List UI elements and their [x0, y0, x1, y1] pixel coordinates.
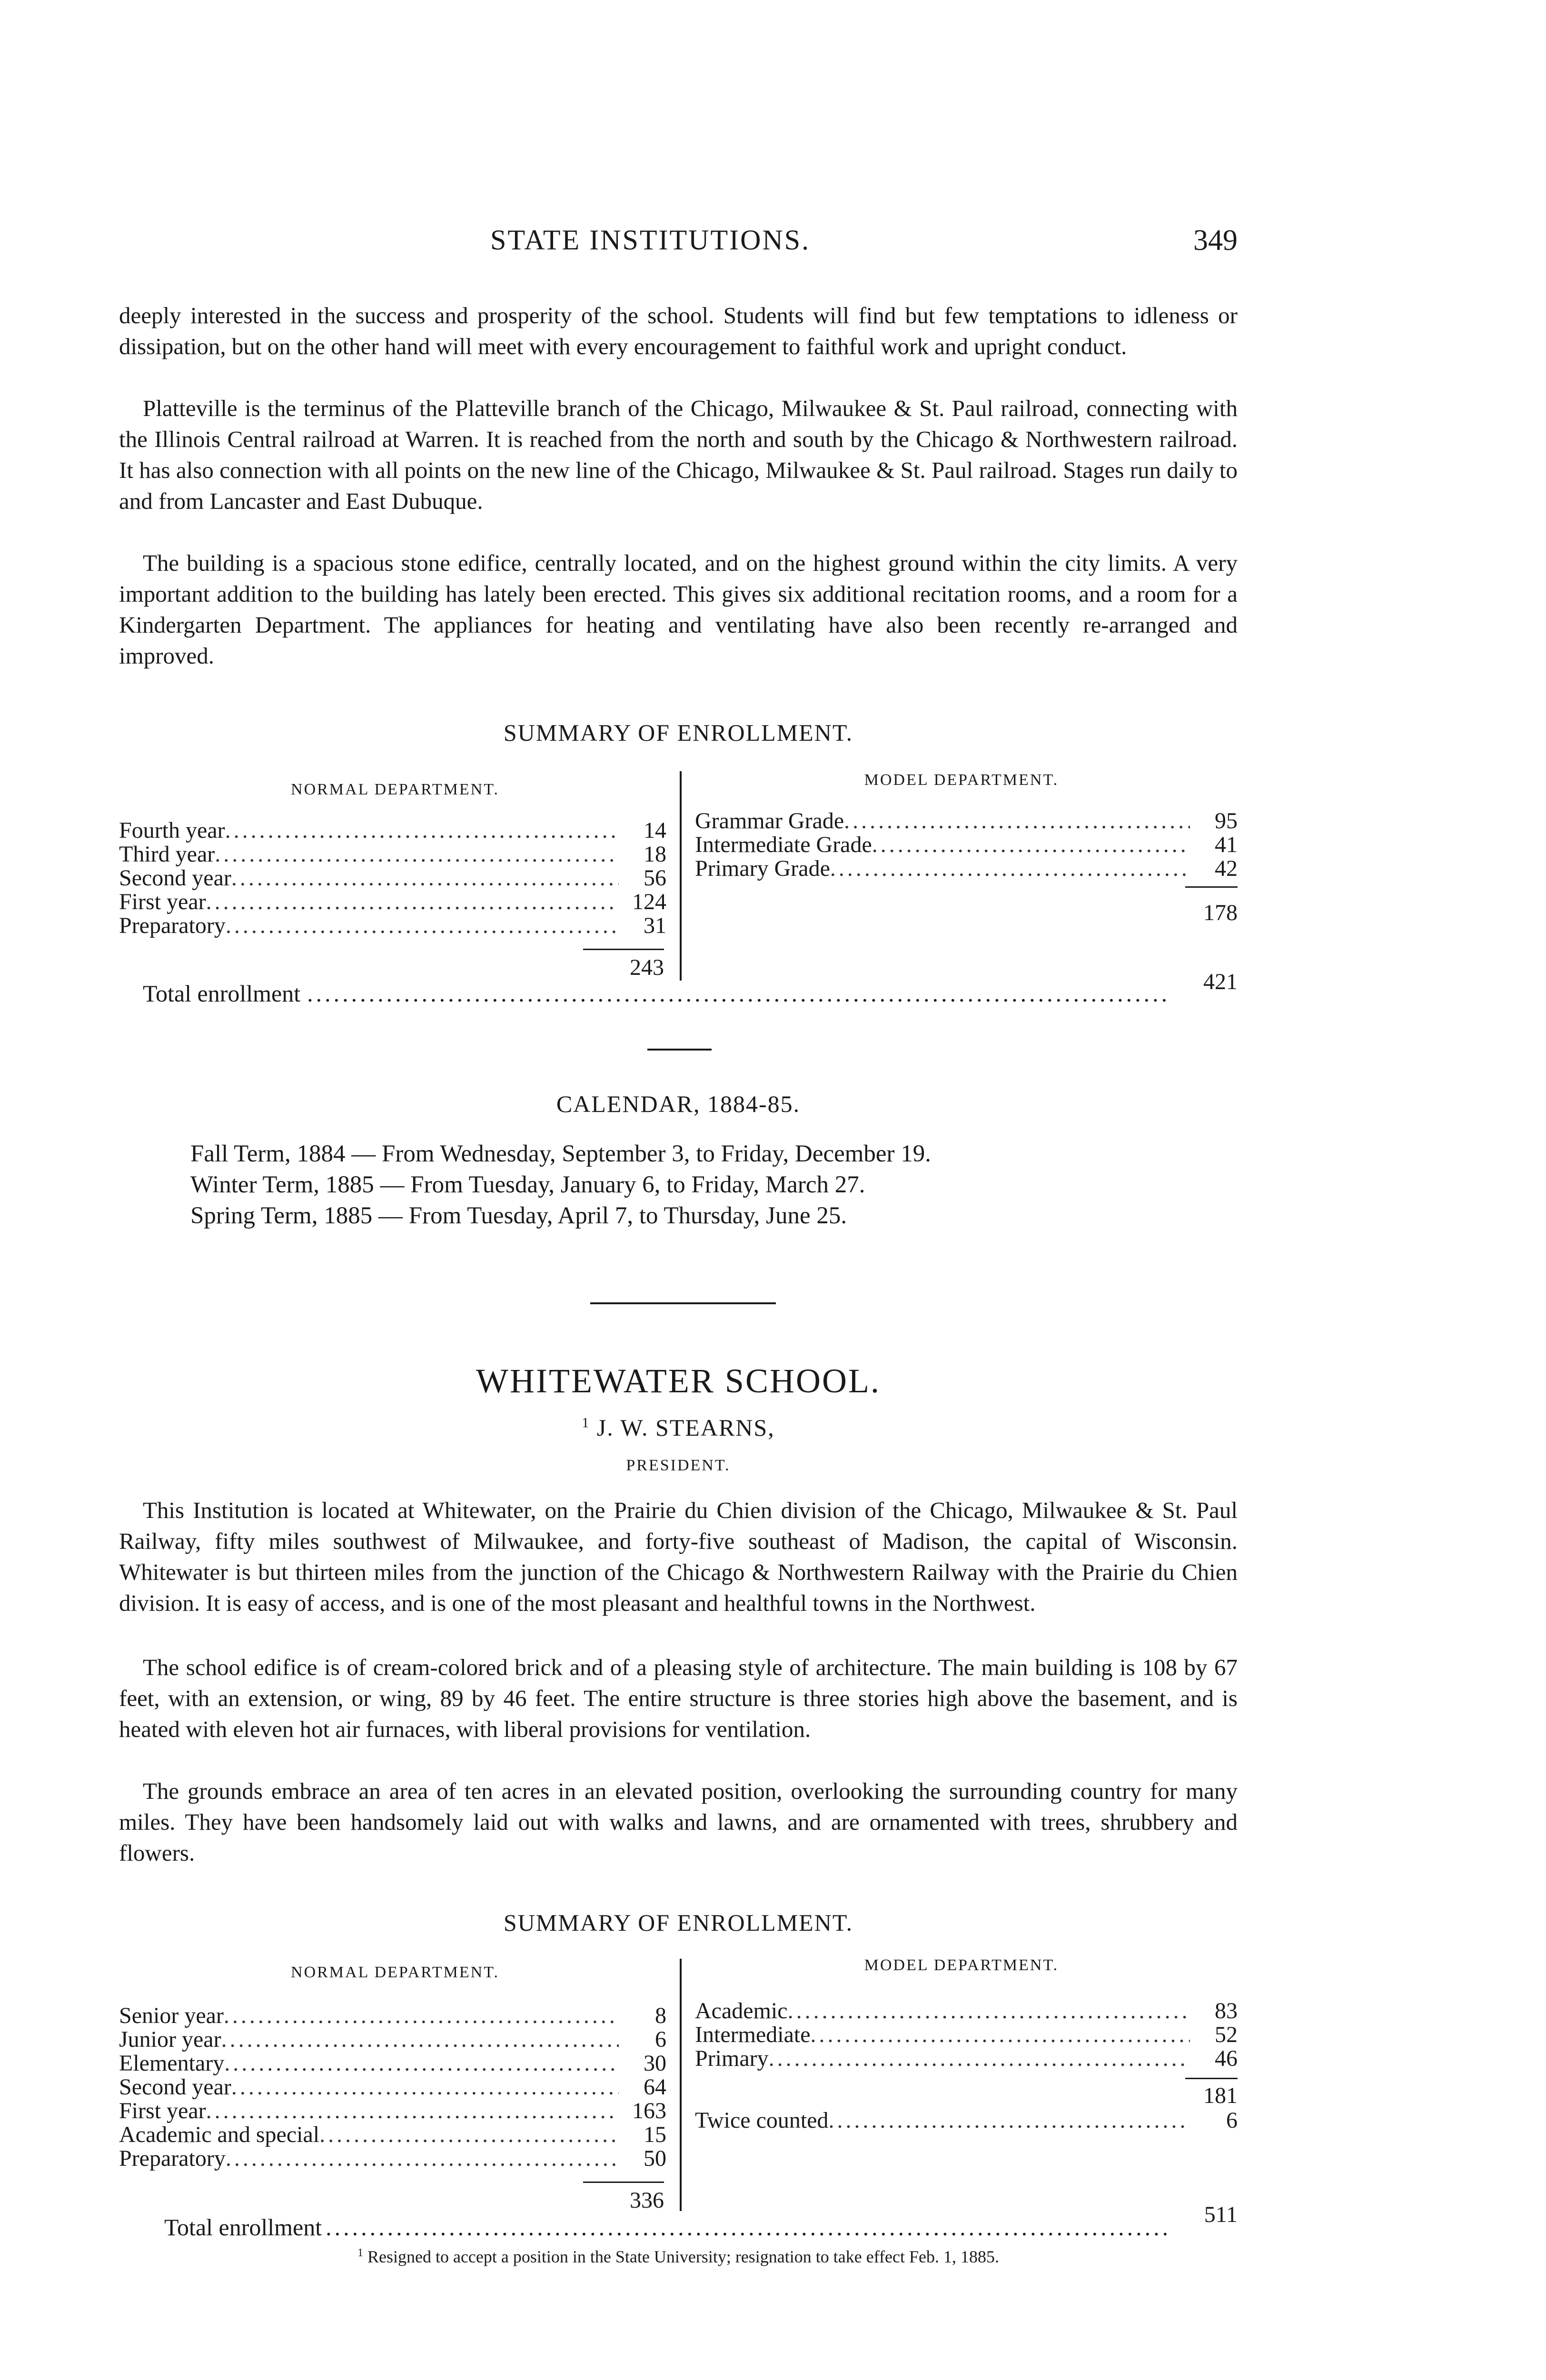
running-head: STATE INSTITUTIONS.: [490, 224, 811, 256]
normal-department-table: [119, 819, 666, 938]
table-row: Junior year ..... 6: [119, 2028, 666, 2052]
page-header: [119, 224, 1238, 267]
table-row: Twice counted ..... 6: [695, 2109, 1238, 2132]
paragraph: deeply interested in the success and prosperity of the school. Students will find but few temptations to idleness or dissipation, but on the other hand will meet with every encouragement to faithful work and upright conduct.: [119, 302, 1238, 359]
total-enrollment-value: 421: [1203, 969, 1238, 994]
sum-rule: [1185, 2078, 1238, 2079]
paragraph: Platteville is the terminus of the Platteville branch of the Chicago, Milwaukee & St. Paul railroad, connecting with the Illinois Central railroad at Warren. It is reached from the north and south by the Chicago & Northwestern railroad. It has also connection with all points on the new line of the Chicago, Milwaukee & St. Paul railroad. Stages run daily to and from Lancaster and East Dubuque.: [119, 395, 1238, 514]
summary-title: SUMMARY OF ENROLLMENT.: [503, 1909, 853, 1936]
table-row: Preparatory ..... 50: [119, 2147, 666, 2171]
page-number: 349: [1193, 224, 1238, 257]
sum-rule: [583, 2182, 664, 2183]
total-enrollment-value: 511: [1204, 2202, 1238, 2227]
table-row: Primary ..... 46: [695, 2047, 1238, 2071]
model-subtotal: 181: [1203, 2083, 1238, 2108]
normal-department-heading: NORMAL DEPARTMENT.: [291, 781, 499, 798]
total-label: Total enrollment: [164, 2214, 322, 2241]
column-divider: [680, 771, 682, 981]
sum-rule: [583, 949, 664, 950]
model-subtotal: 178: [1203, 900, 1238, 925]
table-row: First year ..... 124: [119, 890, 666, 914]
paragraph: The building is a spacious stone edifice, centrally located, and on the highest ground within the city limits. A very important addition to the building has lately been erected. This gives six additional recitation rooms, and a room for a Kindergarten Department. The appliances for heating and ventilating have also been recently re-arranged and improved.: [119, 550, 1238, 669]
president-title: PRESIDENT.: [626, 1457, 731, 1474]
table-row: Academic ..... 83: [695, 1999, 1238, 2023]
normal-subtotal: 336: [630, 2188, 664, 2213]
total-enrollment-row: [143, 980, 1166, 1007]
twice-counted-table: [695, 2109, 1238, 2132]
model-department-table: [695, 1999, 1238, 2071]
table-row: Intermediate ..... 52: [695, 2023, 1238, 2047]
paragraph: The grounds embrace an area of ten acres in an elevated position, overlooking the surrounding country for many miles. They have been handsomely laid out with walks and lawns, and are ornamented with trees, shrubbery and flowers.: [119, 1778, 1238, 1866]
model-department-heading: MODEL DEPARTMENT.: [864, 1956, 1059, 1974]
table-row: Second year ..... 64: [119, 2075, 666, 2099]
footnote: $^1$ Resigned to accept a position in the State University; resignation to take effect Feb. 1, 1885.: [357, 2247, 1000, 2266]
table-row: Fourth year ..... 14: [119, 819, 666, 843]
normal-department-table: [119, 2004, 666, 2171]
calendar-line: Fall Term, 1884 — From Wednesday, September 3, to Friday, December 19.: [190, 1140, 932, 1167]
calendar-title: CALENDAR, 1884-85.: [556, 1091, 801, 1117]
school-title: WHITEWATER SCHOOL.: [476, 1362, 881, 1400]
table-row: Intermediate Grade ..... 41: [695, 833, 1238, 857]
paragraph: This Institution is located at Whitewater, on the Prairie du Chien division of the Chicago, Milwaukee & St. Paul Railway, fifty miles southwest of Milwaukee, and forty-five southeast of Madison, the capital of Wisconsin. Whitewater is but thirteen miles from the junction of the Chicago & Northwestern Railway with the Prairie du Chien division. It is easy of access, and is one of the most pleasant and healthful towns in the Northwest.: [119, 1497, 1238, 1616]
table-row: Second year ..... 56: [119, 866, 666, 890]
total-label: Total enrollment: [143, 980, 301, 1007]
sum-rule: [1185, 886, 1238, 888]
normal-subtotal: 243: [630, 955, 664, 980]
model-department-heading: MODEL DEPARTMENT.: [864, 771, 1059, 789]
table-row: Grammar Grade ..... 95: [695, 809, 1238, 833]
paragraph: The school edifice is of cream-colored brick and of a pleasing style of architecture. The main building is 108 by 67 feet, with an extension, or wing, 89 by 46 feet. The entire structure is three stories high above the basement, and is heated with eleven hot air furnaces, with liberal provisions for ventilation.: [119, 1654, 1238, 1742]
table-row: First year ..... 163: [119, 2099, 666, 2123]
model-department-table: [695, 809, 1238, 881]
footnote-mark: 1: [357, 2247, 363, 2259]
summary-title: SUMMARY OF ENROLLMENT.: [503, 719, 853, 746]
calendar-line: Winter Term, 1885 — From Tuesday, January 6, to Friday, March 27.: [190, 1171, 865, 1198]
table-row: Third year ..... 18: [119, 843, 666, 866]
table-row: Primary Grade ..... 42: [695, 857, 1238, 881]
total-enrollment-row: [164, 2213, 1169, 2241]
table-row: Senior year ..... 8: [119, 2004, 666, 2028]
section-separator: [590, 1302, 776, 1304]
table-row: Preparatory ..... 31: [119, 914, 666, 938]
president-name: $^1$ J. W. STEARNS,: [582, 1414, 775, 1441]
table-row: Academic and special ..... 15: [119, 2123, 666, 2147]
calendar-line: Spring Term, 1885 — From Tuesday, April 7, to Thursday, June 25.: [190, 1202, 847, 1229]
normal-department-heading: NORMAL DEPARTMENT.: [291, 1964, 499, 1981]
table-row: Elementary ..... 30: [119, 2052, 666, 2075]
footnote-mark: 1: [582, 1415, 590, 1431]
column-divider: [680, 1959, 682, 2211]
separator-rule: [647, 1049, 712, 1051]
